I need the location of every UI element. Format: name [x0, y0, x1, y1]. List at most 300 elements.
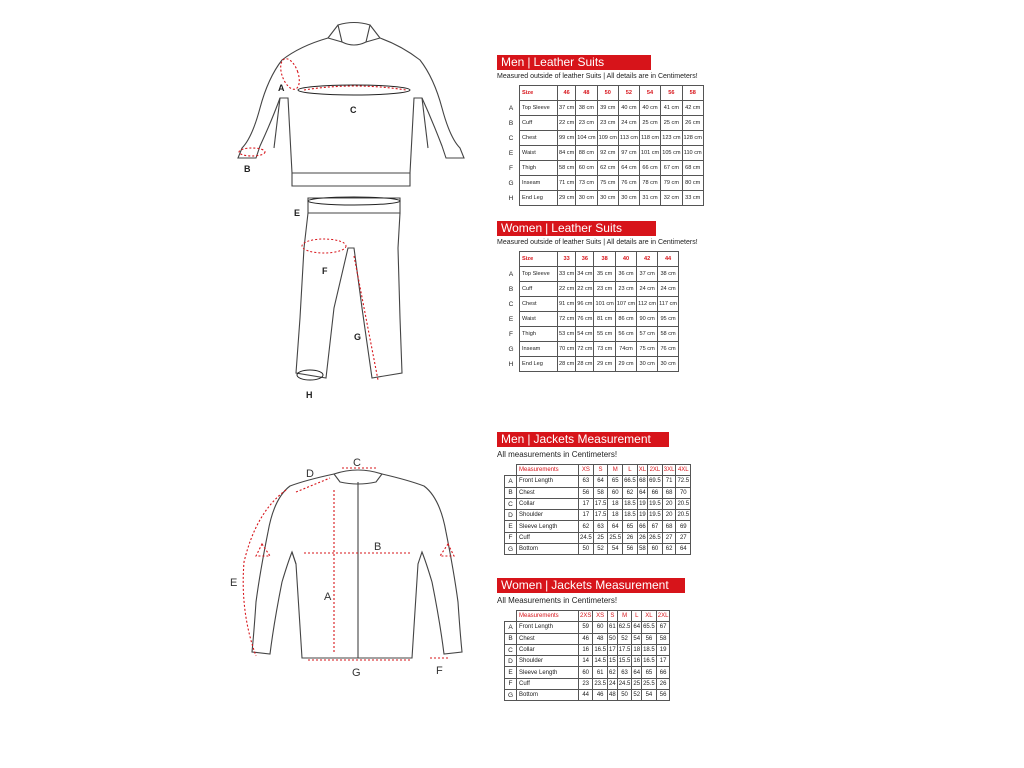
row-code: G [505, 690, 517, 701]
table-cell: 62 cm [597, 161, 618, 176]
table-cell: 19 [637, 498, 647, 509]
row-name: Collar [517, 644, 579, 655]
table-cell: 22 cm [576, 282, 594, 297]
header-corner [503, 86, 520, 101]
table-cell: 50 [579, 544, 594, 555]
table-cell: 92 cm [597, 146, 618, 161]
table-row [505, 622, 670, 633]
table-cell: 65.5 [642, 622, 657, 633]
table-cell: 60 cm [576, 161, 597, 176]
table-cell: 128 cm [682, 131, 703, 146]
men-suits-table [503, 85, 704, 206]
table-cell: 80 cm [682, 176, 703, 191]
table-row [505, 644, 670, 655]
table-cell: 54 cm [576, 327, 594, 342]
table-cell: 74cm [615, 342, 636, 357]
row-name: Top Sleeve [520, 267, 558, 282]
table-cell: 65 [608, 476, 623, 487]
table-cell: 78 cm [639, 176, 660, 191]
header-corner [503, 252, 520, 267]
row-name: Collar [517, 498, 579, 509]
row-code: A [505, 476, 517, 487]
table-cell: 24.5 [579, 532, 594, 543]
table-cell: 17.5 [593, 498, 608, 509]
table-cell: 27 [676, 532, 691, 543]
size-header: 33 [558, 252, 576, 267]
table-cell: 18 [608, 498, 623, 509]
row-name: Cuff [517, 532, 579, 543]
table-row [503, 357, 679, 372]
table-cell: 56 [642, 633, 657, 644]
suit-label-g: G [354, 332, 362, 342]
table-cell: 22 cm [558, 282, 576, 297]
women-suits-title-a: Women [501, 221, 543, 235]
table-cell: 75 cm [597, 176, 618, 191]
row-code: G [508, 179, 514, 187]
table-cell: 18.5 [623, 498, 638, 509]
size-header: L [623, 465, 638, 476]
table-cell: 26.5 [648, 532, 663, 543]
women-suits-banner: Women | Leather Suits [497, 221, 656, 236]
size-header: 44 [658, 252, 679, 267]
table-cell: 91 cm [558, 297, 576, 312]
size-header: S [593, 465, 608, 476]
jacket-label-a: A [324, 591, 332, 603]
table-cell: 24 [608, 678, 618, 689]
table-cell: 61 [608, 622, 618, 633]
size-header: 3XL [662, 465, 676, 476]
table-cell: 64 [637, 487, 647, 498]
table-cell: 25.5 [642, 678, 657, 689]
table-cell: 46 [579, 633, 593, 644]
table-cell: 60 [648, 544, 663, 555]
table-cell: 60 [608, 487, 623, 498]
table-cell: 112 cm [637, 297, 658, 312]
row-code: E [505, 667, 517, 678]
table-cell: 70 cm [558, 342, 576, 357]
row-name: Inseam [520, 342, 558, 357]
table-cell: 90 cm [637, 312, 658, 327]
suit-label-b: B [244, 164, 251, 174]
table-cell: 54 [632, 633, 642, 644]
row-code: C [508, 300, 514, 308]
row-code: H [508, 194, 514, 202]
size-header: XL [642, 611, 657, 622]
size-header: 40 [615, 252, 636, 267]
table-row [503, 116, 703, 131]
row-code: C [505, 644, 517, 655]
table-cell: 62 [579, 521, 594, 532]
table-cell: 30 cm [637, 357, 658, 372]
table-cell: 28 cm [558, 357, 576, 372]
table-row [503, 146, 703, 161]
table-row [505, 532, 691, 543]
row-code: C [508, 134, 514, 142]
table-cell: 23 cm [594, 282, 615, 297]
table-cell: 64 [632, 667, 642, 678]
table-cell: 33 cm [558, 267, 576, 282]
row-code: D [505, 510, 517, 521]
row-code: D [505, 656, 517, 667]
table-cell: 57 cm [637, 327, 658, 342]
table-row [505, 521, 691, 532]
table-cell: 14.5 [593, 656, 608, 667]
table-cell: 60 [579, 667, 593, 678]
size-header: XS [593, 611, 608, 622]
table-cell: 67 [656, 622, 670, 633]
size-header: 52 [618, 86, 639, 101]
table-cell: 58 [593, 487, 608, 498]
table-cell: 76 cm [576, 312, 594, 327]
row-code: G [505, 544, 517, 555]
table-cell: 25.5 [608, 532, 623, 543]
table-cell: 38 cm [658, 267, 679, 282]
men-suits-title-b: Leather Suits [533, 55, 605, 69]
table-row [503, 282, 679, 297]
table-cell: 20 [662, 510, 676, 521]
table-cell: 52 [617, 633, 632, 644]
table-cell: 66 [648, 487, 663, 498]
header-label: Size [520, 252, 558, 267]
table-cell: 68 [662, 487, 676, 498]
suit-diagram [230, 18, 480, 403]
row-name: Chest [520, 297, 558, 312]
suit-label-h: H [306, 390, 313, 400]
table-cell: 71 cm [558, 176, 576, 191]
women-jackets-banner: Women | Jackets Measurement [497, 578, 685, 593]
table-cell: 16 [579, 644, 593, 655]
table-cell: 62 [608, 667, 618, 678]
table-cell: 65 [642, 667, 657, 678]
table-cell: 29 cm [558, 191, 576, 206]
table-cell: 19.5 [648, 498, 663, 509]
table-cell: 17 [579, 498, 594, 509]
table-cell: 37 cm [637, 267, 658, 282]
women-jackets-table [504, 610, 670, 701]
jacket-label-c: C [353, 457, 361, 469]
row-name: Chest [517, 487, 579, 498]
men-jackets-section [497, 432, 691, 555]
header-row [505, 611, 670, 622]
table-cell: 52 [593, 544, 608, 555]
jacket-label-f: F [436, 665, 443, 677]
table-cell: 20.5 [676, 510, 691, 521]
women-jackets-title-b: Jackets Measurement [551, 578, 669, 592]
row-name: Inseam [520, 176, 558, 191]
table-cell: 18 [632, 644, 642, 655]
table-cell: 54 [642, 690, 657, 701]
table-cell: 24 cm [637, 282, 658, 297]
table-cell: 76 cm [658, 342, 679, 357]
table-cell: 58 cm [558, 161, 576, 176]
table-cell: 23 [579, 678, 593, 689]
table-cell: 39 cm [597, 101, 618, 116]
row-code: G [508, 345, 514, 353]
table-cell: 40 cm [618, 101, 639, 116]
row-code: F [505, 532, 517, 543]
table-cell: 17.5 [617, 644, 632, 655]
table-cell: 48 [608, 690, 618, 701]
table-cell: 42 cm [682, 101, 703, 116]
table-cell: 64 [676, 544, 691, 555]
table-cell: 113 cm [618, 131, 639, 146]
table-row [503, 131, 703, 146]
table-cell: 96 cm [576, 297, 594, 312]
table-cell: 38 cm [576, 101, 597, 116]
table-cell: 56 [623, 544, 638, 555]
size-header: S [608, 611, 618, 622]
table-row [503, 191, 703, 206]
table-row [505, 690, 670, 701]
table-cell: 20.5 [676, 498, 691, 509]
table-cell: 33 cm [682, 191, 703, 206]
row-code: A [508, 270, 514, 278]
jacket-label-b: B [374, 541, 382, 553]
table-cell: 23.5 [593, 678, 608, 689]
size-header: L [632, 611, 642, 622]
suit-label-a: A [278, 83, 285, 93]
row-name: Thigh [520, 327, 558, 342]
table-cell: 29 cm [594, 357, 615, 372]
table-cell: 64 [608, 521, 623, 532]
table-cell: 68 cm [682, 161, 703, 176]
table-cell: 75 cm [637, 342, 658, 357]
women-jackets-section [497, 578, 685, 701]
table-cell: 30 cm [576, 191, 597, 206]
table-row [505, 510, 691, 521]
table-row [503, 327, 679, 342]
table-cell: 66 [637, 521, 647, 532]
table-row [503, 267, 679, 282]
table-cell: 27 [662, 532, 676, 543]
table-cell: 64 cm [618, 161, 639, 176]
table-cell: 66.5 [623, 476, 638, 487]
table-cell: 52 [632, 690, 642, 701]
header-row [505, 465, 691, 476]
table-cell: 63 [593, 521, 608, 532]
table-cell: 50 [617, 690, 632, 701]
table-cell: 40 cm [639, 101, 660, 116]
table-cell: 118 cm [639, 131, 660, 146]
header-corner [505, 465, 517, 476]
size-header: 2XL [656, 611, 670, 622]
table-cell: 64 [593, 476, 608, 487]
table-cell: 62.5 [617, 622, 632, 633]
row-code: E [508, 315, 514, 323]
table-cell: 65 [623, 521, 638, 532]
table-cell: 66 cm [639, 161, 660, 176]
row-name: Waist [520, 146, 558, 161]
table-cell: 68 [662, 521, 676, 532]
table-cell: 76 cm [618, 176, 639, 191]
table-cell: 69.5 [648, 476, 663, 487]
table-cell: 28 cm [576, 357, 594, 372]
row-code: B [508, 119, 514, 127]
size-header: 54 [639, 86, 660, 101]
row-name: Cuff [520, 116, 558, 131]
size-header: M [608, 465, 623, 476]
men-suits-banner: Men | Leather Suits [497, 55, 651, 70]
table-cell: 18 [608, 510, 623, 521]
table-cell: 72 cm [576, 342, 594, 357]
women-jackets-title-a: Women [501, 578, 543, 592]
table-row [505, 633, 670, 644]
table-row [503, 342, 679, 357]
size-header: 4XL [676, 465, 691, 476]
table-cell: 20 [662, 498, 676, 509]
size-header: 2XS [579, 611, 593, 622]
row-name: Cuff [520, 282, 558, 297]
size-header: 2XL [648, 465, 663, 476]
row-name: Shoulder [517, 510, 579, 521]
header-row [503, 252, 679, 267]
table-row [503, 161, 703, 176]
table-cell: 18.5 [642, 644, 657, 655]
header-label: Size [520, 86, 558, 101]
table-cell: 50 [608, 633, 618, 644]
table-cell: 17 [608, 644, 618, 655]
suit-label-f: F [322, 266, 328, 276]
size-header: XS [579, 465, 594, 476]
table-row [505, 487, 691, 498]
table-cell: 44 [579, 690, 593, 701]
row-name: Chest [517, 633, 579, 644]
table-cell: 32 cm [661, 191, 682, 206]
table-cell: 30 cm [658, 357, 679, 372]
size-header: XL [637, 465, 647, 476]
table-cell: 41 cm [661, 101, 682, 116]
row-name: Bottom [517, 690, 579, 701]
table-cell: 73 cm [594, 342, 615, 357]
table-cell: 73 cm [576, 176, 597, 191]
table-cell: 56 cm [615, 327, 636, 342]
table-cell: 101 cm [594, 297, 615, 312]
table-row [505, 656, 670, 667]
row-name: Bottom [517, 544, 579, 555]
table-cell: 30 cm [597, 191, 618, 206]
size-header: 38 [594, 252, 615, 267]
men-suits-title-a: Men [501, 55, 525, 69]
jacket-label-g: G [352, 667, 361, 679]
table-cell: 68 [637, 476, 647, 487]
row-name: Front Length [517, 476, 579, 487]
row-name: Front Length [517, 622, 579, 633]
table-cell: 72 cm [558, 312, 576, 327]
table-cell: 14 [579, 656, 593, 667]
row-code: E [505, 521, 517, 532]
table-cell: 37 cm [558, 101, 576, 116]
women-suits-note: Measured outside of leather Suits | All details are in Centimeters! [497, 239, 698, 246]
row-name: Chest [520, 131, 558, 146]
table-cell: 88 cm [576, 146, 597, 161]
men-jackets-table [504, 464, 691, 555]
table-cell: 59 [579, 622, 593, 633]
table-cell: 95 cm [658, 312, 679, 327]
table-cell: 63 [579, 476, 594, 487]
table-cell: 60 [593, 622, 608, 633]
table-cell: 67 [648, 521, 663, 532]
table-cell: 35 cm [594, 267, 615, 282]
table-row [505, 678, 670, 689]
table-cell: 58 cm [658, 327, 679, 342]
table-cell: 30 cm [618, 191, 639, 206]
table-cell: 110 cm [682, 146, 703, 161]
table-cell: 86 cm [615, 312, 636, 327]
size-header: 56 [661, 86, 682, 101]
table-cell: 26 [637, 532, 647, 543]
table-cell: 24 cm [618, 116, 639, 131]
size-header: 58 [682, 86, 703, 101]
table-cell: 25 cm [661, 116, 682, 131]
header-row [503, 86, 703, 101]
table-row [503, 176, 703, 191]
table-cell: 24.5 [617, 678, 632, 689]
table-cell: 62 [623, 487, 638, 498]
table-cell: 72.5 [676, 476, 691, 487]
men-jackets-title-b: Jackets Measurement [533, 432, 651, 446]
table-cell: 15 [608, 656, 618, 667]
row-code: H [508, 360, 514, 368]
suit-label-e: E [294, 208, 301, 218]
men-suits-note: Measured outside of leather Suits | All details are in Centimeters! [497, 73, 698, 80]
header-label: Measurements [517, 611, 579, 622]
men-jackets-title-a: Men [501, 432, 525, 446]
row-code: B [508, 285, 514, 293]
header-label: Measurements [517, 465, 579, 476]
table-cell: 84 cm [558, 146, 576, 161]
table-cell: 23 cm [615, 282, 636, 297]
row-code: F [509, 330, 513, 338]
table-cell: 48 [593, 633, 608, 644]
table-row [505, 498, 691, 509]
table-cell: 55 cm [594, 327, 615, 342]
row-code: F [505, 678, 517, 689]
size-header: M [617, 611, 632, 622]
table-cell: 23 cm [576, 116, 597, 131]
table-cell: 16.5 [642, 656, 657, 667]
table-cell: 22 cm [558, 116, 576, 131]
women-suits-section [497, 221, 698, 372]
table-row [503, 101, 703, 116]
jacket-diagram [226, 452, 466, 682]
table-cell: 19 [656, 644, 670, 655]
table-row [505, 544, 691, 555]
row-code: A [508, 104, 514, 112]
suit-label-c: C [350, 105, 357, 115]
table-cell: 81 cm [594, 312, 615, 327]
table-cell: 17 [579, 510, 594, 521]
table-cell: 36 cm [615, 267, 636, 282]
table-cell: 101 cm [639, 146, 660, 161]
women-suits-table [503, 251, 679, 372]
table-row [503, 312, 679, 327]
table-cell: 109 cm [597, 131, 618, 146]
women-suits-title-b: Leather Suits [551, 221, 622, 235]
row-code: B [505, 487, 517, 498]
table-cell: 70 [676, 487, 691, 498]
size-header: 48 [576, 86, 597, 101]
row-name: Waist [520, 312, 558, 327]
table-cell: 54 [608, 544, 623, 555]
table-cell: 56 [656, 690, 670, 701]
men-suits-section [497, 55, 704, 206]
row-code: C [505, 498, 517, 509]
table-cell: 19 [637, 510, 647, 521]
table-cell: 46 [593, 690, 608, 701]
table-cell: 53 cm [558, 327, 576, 342]
table-row [505, 476, 691, 487]
table-cell: 18.5 [623, 510, 638, 521]
